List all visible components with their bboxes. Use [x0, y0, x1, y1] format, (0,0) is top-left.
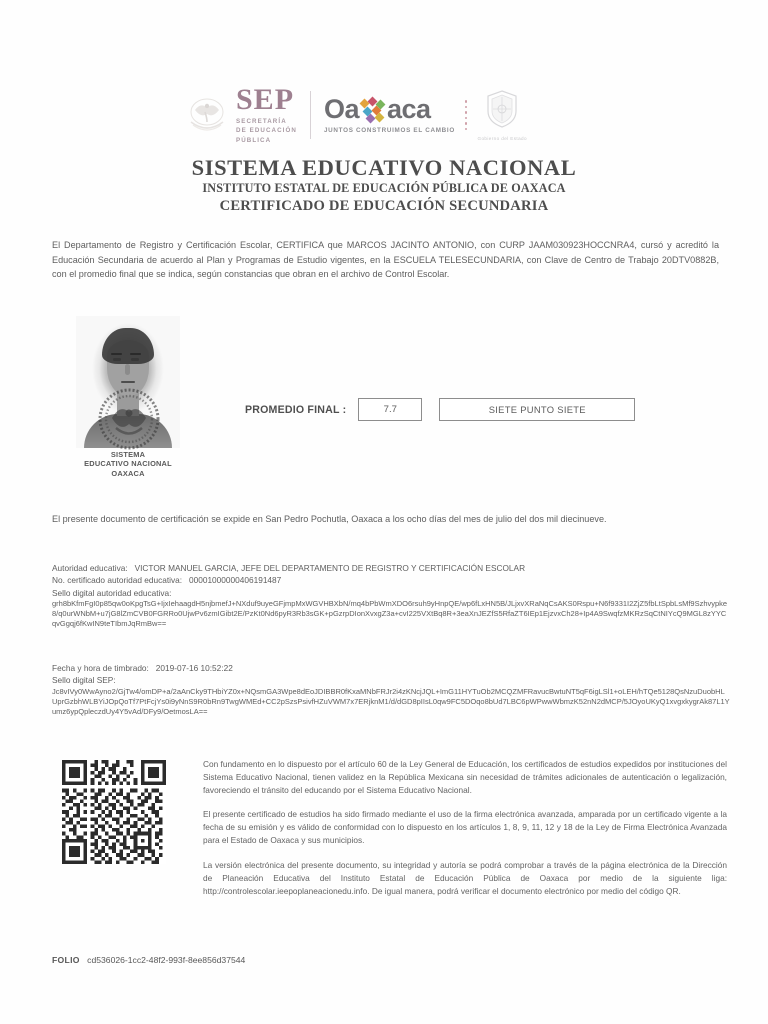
folio-line: [52, 955, 245, 965]
stamp-caption-line1: SISTEMA: [110, 450, 146, 459]
final-grade-row: [245, 398, 635, 421]
authority-seal-label: Sello digital autoridad educativa:: [52, 587, 172, 598]
gobierno-logo: [477, 89, 526, 141]
legal-paragraph-3: La versión electrónica del presente documento, su integridad y autoría se podrá comprobar a través de la página electrónica de la Dirección de Planeación Educativa del Instituto Estatal de Educación Pública de Oaxaca por medio de la siguiente liga: http://controlescolar.ieepoplaneacionedu.info. De igual manera, podrá verificar el documento electrónico por medio del código QR.: [203, 859, 727, 896]
qr-code-image: [62, 760, 166, 864]
sep-acronym: SEP: [236, 82, 295, 116]
final-grade-label: PROMEDIO FINAL :: [245, 403, 347, 416]
sep-subtitle-line3: PÚBLICA: [236, 136, 272, 144]
dotted-separator: [465, 100, 468, 130]
document-titles: [0, 155, 768, 216]
authority-line: [52, 562, 732, 574]
sep-subtitle-line1: SECRETARÍA: [236, 117, 287, 125]
final-grade-value: 7.7: [358, 398, 422, 421]
certificate-type-title: CERTIFICADO DE EDUCACIÓN SECUNDARIA: [219, 197, 549, 214]
oaxaca-logo: [324, 96, 455, 134]
qr-code[interactable]: [62, 760, 166, 864]
certification-paragraph: El Departamento de Registro y Certificación Escolar, CERTIFICA que MARCOS JACINTO ANTONIO, con CURP JAAM030923HOCCNRA4, cursó y acreditó la Educación Secundaria de acuerdo al Plan y Programas de Estudio vigentes, en la ESCUELA TELESECUNDARIA, con Clave de Centro de Trabajo 20DTV0882B, con el promedio final que se indica, según constancias que obran en el archivo de Control Escolar.: [52, 240, 719, 280]
legal-paragraph-2: El presente certificado de estudios ha sido firmado mediante el uso de la firma electrónica avanzada, amparada por un certificado vigente a la fecha de su emisión y es válido de conformidad con lo dispuesto en los artículos 1, 8, 9, 11, 12 y 18 de la Ley de Firma Electrónica Avanzada para el Estado de Oaxaca y sus municipios.: [203, 809, 727, 846]
sep-logo: [185, 82, 297, 146]
sep-seal-value: Jc8vIVy0WwAyno2/GjTw4/omDP+a/2aAnCky9THbiYZ0x+NQsmGA3Wpe8dEoJDIBBR0fKxaMNbFRJr2i4zKNcjJQL+ImG11HYTuOb2MCQZMFRavucBwtuNT5qF6igLSl1+oLEH/hTQe5128QsNzuDuobHLUprGzbhWLBYiJOpQoTf7PtFcjYs0i9yNnS9R0bRn9TwgWMEd+CC2pSzsPsivfHZuVWM7x7ERjknM1/d/dGD8pIIsL0qw9FC5DOqo8bUd7LBC6pWPwwWbmzK52nN2dMCP/5JOyoUKyQ1xvgxkygrAk87L1Yumz6ypQpleczdUy4Y5vAd/DFy9/OetmosLA==: [52, 686, 730, 716]
legal-paragraph-1: Con fundamento en lo dispuesto por el artículo 60 de la Ley General de Educación, los certificados de estudios expedidos por instituciones del Sistema Educativo Nacional, tienen validez en la República Mexicana sin necesidad de trámites adicionales de autenticación o legalización, favoreciendo el tránsito del educando por el Sistema Educativo Nacional.: [203, 759, 727, 796]
student-photo: [76, 316, 180, 478]
folio-value: cd536026-1cc2-48f2-993f-8ee856d37544: [87, 955, 246, 965]
stamp-caption-line3: OAXACA: [111, 468, 145, 478]
authority-cert-number: 00001000000406191487: [188, 575, 282, 586]
authority-label: Autoridad educativa:: [52, 563, 128, 573]
header-logos: [185, 82, 585, 148]
authority-cert-label: No. certificado autoridad educativa:: [52, 575, 183, 586]
legal-notices: [203, 758, 727, 898]
authority-name: VICTOR MANUEL GARCIA, JEFE DEL DEPARTAMENTO DE REGISTRO Y CERTIFICACIÓN ESCOLAR: [134, 563, 526, 573]
institution-subtitle: INSTITUTO ESTATAL DE EDUCACIÓN PÚBLICA DE OAXACA: [202, 181, 566, 196]
sep-wordmark: [236, 82, 297, 146]
timestamp-line: [52, 662, 732, 674]
authority-block: [52, 562, 732, 629]
expedition-paragraph: El presente documento de certificación se expide en San Pedro Pochutla, Oaxaca a los ocho días del mes de julio del dos mil diecinueve.: [52, 514, 607, 524]
oaxaca-word-start: Oa: [323, 94, 360, 124]
gobierno-tagline: Gobierno del Estado: [477, 136, 527, 141]
timestamp-value: 2019-07-16 10:52:22: [155, 663, 233, 673]
logo-divider: [310, 91, 311, 139]
stamp-caption: [66, 450, 190, 478]
timestamp-label: Fecha y hora de timbrado:: [52, 663, 149, 673]
state-seal-icon: [484, 89, 520, 129]
stamp-caption-line2: EDUCATIVO NACIONAL: [84, 459, 172, 469]
final-grade-words: SIETE PUNTO SIETE: [439, 398, 635, 421]
oaxaca-word-end: aca: [387, 94, 431, 124]
authority-seal-value: grh8bKfmFgI0p85qw0oKpgTsG+IjxIehaagdH5njbmefJ+NXduf9uyeGFjmpMxWGVHBXbN/mq4bPbWmXDO6rsuh9yHnpQE/wp6fLxHN5B/JLjxvXRaNqCsAKS0Rspu+N6f9331I2ZjZ5fbLtSpbLsMf9Szhvypke8/q0urWNbM+u7jG8lZmCVB0FGRRo0UjwPv6zmIGibt2E/PzKt0Nd6pyR3Rb3sGK+pGzrpDIonXvxgZ3a+cvI225VXtBq8R+3eaXnJEZfS5RfaZT6IEp1EjzvxCh28+Ip4A9SwqfzMKRzSqCtNIYcQ9MGL8zYYCqvGgqj6fKwIN9teTIbmJqRmBw==: [52, 599, 728, 629]
official-stamp-icon: [98, 388, 160, 450]
authority-cert-line: [52, 574, 732, 586]
mexican-eagle-icon: [185, 92, 229, 138]
page-title: SISTEMA EDUCATIVO NACIONAL: [191, 155, 577, 180]
oaxaca-tagline: JUNTOS CONSTRUIMOS EL CAMBIO: [323, 127, 455, 134]
sep-subtitle-line2: DE EDUCACIÓN: [236, 127, 297, 135]
sep-seal-label: Sello digital SEP:: [52, 675, 116, 686]
folio-label: FOLIO: [52, 955, 80, 965]
oaxaca-wordmark: [324, 96, 455, 123]
oaxaca-diamonds-icon: [360, 98, 386, 122]
timestamp-block: [52, 662, 732, 717]
